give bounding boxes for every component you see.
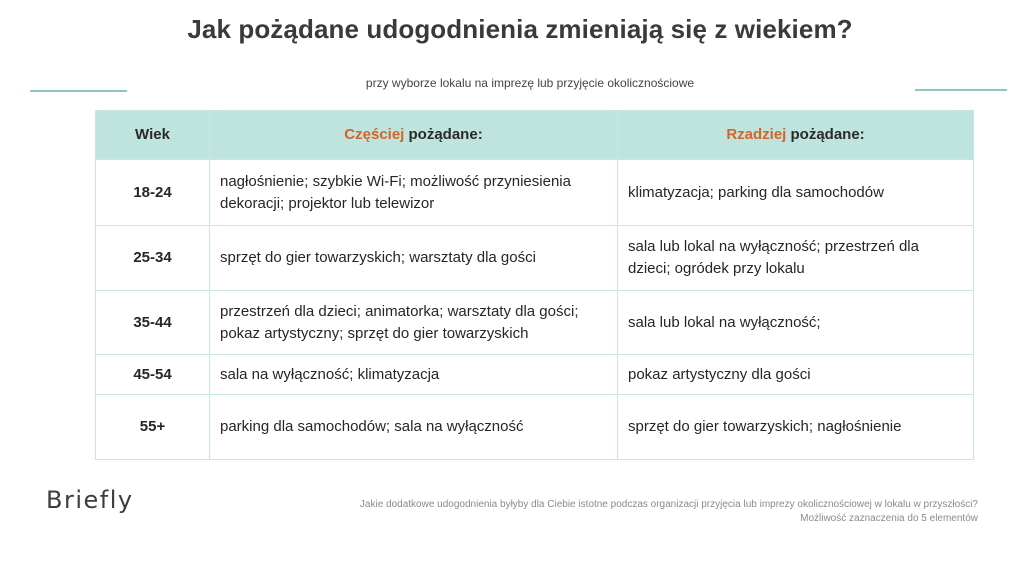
more-desired-cell: sala na wyłączność; klimatyzacja [210, 355, 618, 395]
less-desired-cell: sprzęt do gier towarzyskich; nagłośnienie [618, 395, 974, 460]
age-cell: 55+ [96, 395, 210, 460]
age-cell: 18-24 [96, 160, 210, 226]
more-desired-cell: parking dla samochodów; sala na wyłączność [210, 395, 618, 460]
survey-footnote [360, 498, 978, 526]
table-header-row [96, 111, 974, 160]
header-more-accent: Częściej [344, 126, 405, 143]
table-row [96, 395, 974, 460]
age-cell: 25-34 [96, 226, 210, 291]
more-desired-cell: przestrzeń dla dzieci; animatorka; warsztaty dla gości; pokaz artystyczny; sprzęt do gier towarzyskich [210, 291, 618, 355]
right-decorative-rule [915, 89, 1007, 91]
table-row [96, 291, 974, 355]
age-cell: 45-54 [96, 355, 210, 395]
header-more-desired [210, 111, 618, 160]
less-desired-cell: sala lub lokal na wyłączność; przestrzeń dla dzieci; ogródek przy lokalu [618, 226, 974, 291]
survey-question: Jakie dodatkowe udogodnienia byłyby dla Ciebie istotne podczas organizacji przyjęcia lub imprezy okolicznościowej w lokalu w przyszłości? [359, 499, 978, 510]
header-less-desired [618, 111, 974, 160]
table-row [96, 355, 974, 395]
header-less-rest: pożądane: [786, 126, 865, 143]
age-cell: 35-44 [96, 291, 210, 355]
header-less-accent: Rzadziej [726, 126, 787, 143]
survey-note: Możliwość zaznaczenia do 5 elementów [800, 513, 978, 524]
header-age: Wiek [96, 111, 210, 160]
more-desired-cell: sprzęt do gier towarzyskich; warsztaty dla gości [210, 226, 618, 291]
left-decorative-rule [30, 90, 127, 92]
header-more-rest: pożądane: [404, 126, 483, 143]
briefly-logo: Briefly [46, 486, 134, 514]
less-desired-cell: klimatyzacja; parking dla samochodów [618, 160, 974, 226]
table-row [96, 160, 974, 226]
less-desired-cell: pokaz artystyczny dla gości [618, 355, 974, 395]
more-desired-cell: nagłośnienie; szybkie Wi-Fi; możliwość przyniesienia dekoracji; projektor lub telewizor [210, 160, 618, 226]
amenities-table [95, 110, 974, 460]
table-row [96, 226, 974, 291]
page-subtitle: przy wyborze lokalu na imprezę lub przyjęcie okolicznościowe [365, 76, 695, 90]
less-desired-cell: sala lub lokal na wyłączność; [618, 291, 974, 355]
page-title: Jak pożądane udogodnienia zmieniają się z wiekiem? [187, 14, 853, 44]
